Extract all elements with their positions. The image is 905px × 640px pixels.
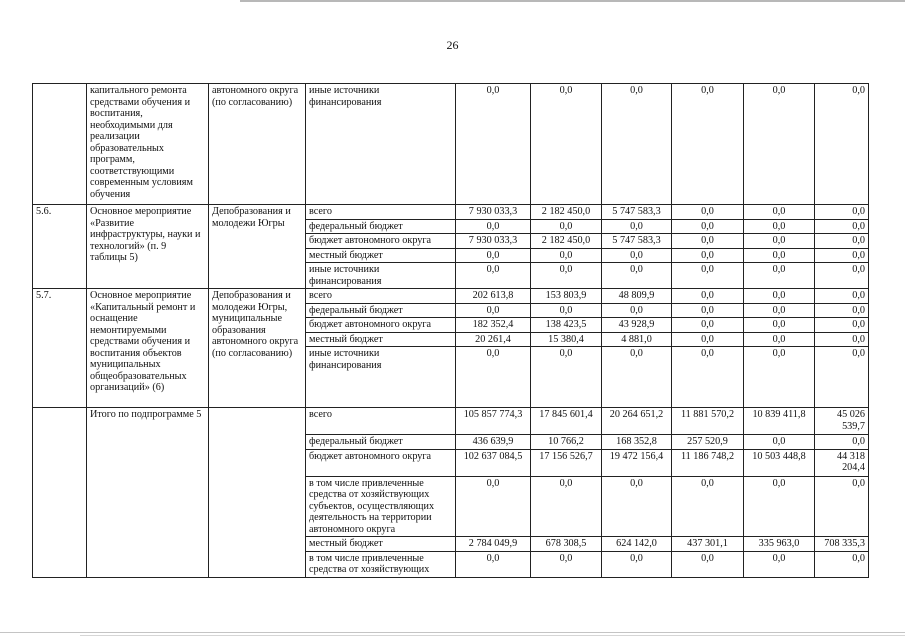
value-cell: 44 318 204,4 (815, 449, 869, 476)
value-cell: 10 766,2 (531, 435, 602, 450)
value-cell: 0,0 (602, 263, 672, 289)
table-row (33, 408, 869, 435)
value-cell: 0,0 (456, 263, 531, 289)
value-cell: 0,0 (531, 84, 602, 205)
value-cell: 0,0 (744, 303, 815, 318)
funding-source-cell: в том числе привлеченные средства от хозяйствующих субъектов, осуществляющих деятельность на территории автономного округа (306, 476, 456, 537)
scan-edge-top (240, 0, 905, 2)
value-cell: 257 520,9 (672, 435, 744, 450)
value-cell: 0,0 (744, 205, 815, 220)
value-cell: 0,0 (672, 84, 744, 205)
value-cell: 0,0 (744, 234, 815, 249)
value-cell: 2 182 450,0 (531, 205, 602, 220)
value-cell: 2 182 450,0 (531, 234, 602, 249)
value-cell: 0,0 (672, 551, 744, 577)
value-cell: 335 963,0 (744, 537, 815, 552)
value-cell: 0,0 (672, 234, 744, 249)
value-cell: 0,0 (744, 551, 815, 577)
value-cell: 0,0 (815, 435, 869, 450)
event-cell: Основное мероприятие «Капитальный ремонт и оснащение немонтируемыми средствами обучения и воспитания объектов муниципальных общеобразовательных организаций» (6) (87, 289, 209, 408)
value-cell: 5 747 583,3 (602, 234, 672, 249)
value-cell: 0,0 (815, 84, 869, 205)
value-cell: 0,0 (531, 303, 602, 318)
value-cell: 5 747 583,3 (602, 205, 672, 220)
value-cell: 0,0 (815, 551, 869, 577)
value-cell: 0,0 (815, 318, 869, 333)
value-cell: 20 261,4 (456, 332, 531, 347)
value-cell: 17 156 526,7 (531, 449, 602, 476)
value-cell: 0,0 (672, 318, 744, 333)
value-cell: 102 637 084,5 (456, 449, 531, 476)
value-cell: 0,0 (815, 248, 869, 263)
executor-cell: Депобразования и молодежи Югры (209, 205, 306, 289)
value-cell: 0,0 (744, 263, 815, 289)
event-cell: капитального ремонта средствами обучения и воспитания, необходимыми для реализации образовательных программ, соответствующими современным условиям обучения (87, 84, 209, 205)
funding-source-cell: местный бюджет (306, 537, 456, 552)
table-row (33, 84, 869, 205)
value-cell: 0,0 (672, 263, 744, 289)
scan-edge-bottom-2 (80, 635, 905, 636)
value-cell: 0,0 (531, 347, 602, 408)
value-cell: 0,0 (744, 318, 815, 333)
value-cell: 15 380,4 (531, 332, 602, 347)
value-cell: 19 472 156,4 (602, 449, 672, 476)
value-cell: 2 784 049,9 (456, 537, 531, 552)
funding-source-cell: всего (306, 289, 456, 304)
value-cell: 48 809,9 (602, 289, 672, 304)
value-cell: 10 503 448,8 (744, 449, 815, 476)
value-cell: 11 186 748,2 (672, 449, 744, 476)
funding-source-cell: бюджет автономного округа (306, 449, 456, 476)
value-cell: 0,0 (456, 248, 531, 263)
value-cell: 0,0 (744, 347, 815, 408)
value-cell: 0,0 (672, 219, 744, 234)
value-cell: 0,0 (744, 84, 815, 205)
event-cell: Основное мероприятие «Развитие инфраструктуры, науки и технологий» (п. 9 таблицы 5) (87, 205, 209, 289)
value-cell: 138 423,5 (531, 318, 602, 333)
value-cell: 4 881,0 (602, 332, 672, 347)
funding-source-cell: федеральный бюджет (306, 435, 456, 450)
value-cell: 0,0 (744, 435, 815, 450)
funding-source-cell: всего (306, 408, 456, 435)
value-cell: 0,0 (531, 551, 602, 577)
value-cell: 0,0 (602, 248, 672, 263)
value-cell: 0,0 (602, 303, 672, 318)
row-number-cell: 5.7. (33, 289, 87, 408)
value-cell: 105 857 774,3 (456, 408, 531, 435)
value-cell: 0,0 (672, 248, 744, 263)
funding-source-cell: бюджет автономного округа (306, 318, 456, 333)
value-cell: 0,0 (531, 476, 602, 537)
value-cell: 0,0 (456, 303, 531, 318)
row-number-cell: 5.6. (33, 205, 87, 289)
value-cell: 0,0 (744, 289, 815, 304)
value-cell: 11 881 570,2 (672, 408, 744, 435)
page-number: 26 (446, 38, 459, 52)
value-cell: 0,0 (815, 234, 869, 249)
table-row (33, 205, 869, 220)
value-cell: 17 845 601,4 (531, 408, 602, 435)
value-cell: 708 335,3 (815, 537, 869, 552)
funding-source-cell: иные источники финансирования (306, 84, 456, 205)
value-cell: 678 308,5 (531, 537, 602, 552)
value-cell: 624 142,0 (602, 537, 672, 552)
value-cell: 0,0 (456, 84, 531, 205)
value-cell: 0,0 (602, 84, 672, 205)
budget-table (32, 83, 869, 578)
value-cell: 0,0 (672, 289, 744, 304)
row-number-cell (33, 408, 87, 578)
value-cell: 0,0 (744, 248, 815, 263)
value-cell: 0,0 (672, 303, 744, 318)
funding-source-cell: федеральный бюджет (306, 219, 456, 234)
funding-source-cell: федеральный бюджет (306, 303, 456, 318)
value-cell: 10 839 411,8 (744, 408, 815, 435)
funding-source-cell: иные источники финансирования (306, 263, 456, 289)
value-cell: 168 352,8 (602, 435, 672, 450)
value-cell: 153 803,9 (531, 289, 602, 304)
value-cell: 0,0 (531, 263, 602, 289)
funding-source-cell: бюджет автономного округа (306, 234, 456, 249)
value-cell: 436 639,9 (456, 435, 531, 450)
value-cell: 0,0 (815, 476, 869, 537)
value-cell: 43 928,9 (602, 318, 672, 333)
value-cell: 182 352,4 (456, 318, 531, 333)
value-cell: 0,0 (815, 205, 869, 220)
funding-source-cell: иные источники финансирования (306, 347, 456, 408)
executor-cell: Депобразования и молодежи Югры, муниципальные образования автономного округа (по согласованию) (209, 289, 306, 408)
value-cell: 20 264 651,2 (602, 408, 672, 435)
event-cell: Итого по подпрограмме 5 (87, 408, 209, 578)
executor-cell (209, 408, 306, 578)
value-cell: 0,0 (815, 289, 869, 304)
value-cell: 0,0 (815, 263, 869, 289)
value-cell: 0,0 (744, 219, 815, 234)
value-cell: 0,0 (672, 476, 744, 537)
value-cell: 437 301,1 (672, 537, 744, 552)
value-cell: 0,0 (602, 219, 672, 234)
row-number-cell (33, 84, 87, 205)
value-cell: 0,0 (815, 347, 869, 408)
scan-edge-bottom (0, 632, 905, 633)
table-row (33, 289, 869, 304)
value-cell: 0,0 (744, 476, 815, 537)
value-cell: 7 930 033,3 (456, 234, 531, 249)
value-cell: 0,0 (672, 332, 744, 347)
value-cell: 45 026 539,7 (815, 408, 869, 435)
value-cell: 0,0 (456, 347, 531, 408)
funding-source-cell: местный бюджет (306, 248, 456, 263)
value-cell: 0,0 (672, 205, 744, 220)
value-cell: 202 613,8 (456, 289, 531, 304)
value-cell: 0,0 (672, 347, 744, 408)
value-cell: 0,0 (602, 476, 672, 537)
value-cell: 0,0 (456, 219, 531, 234)
value-cell: 0,0 (815, 303, 869, 318)
value-cell: 0,0 (456, 476, 531, 537)
value-cell: 0,0 (531, 219, 602, 234)
value-cell: 0,0 (815, 219, 869, 234)
value-cell: 0,0 (456, 551, 531, 577)
value-cell: 7 930 033,3 (456, 205, 531, 220)
value-cell: 0,0 (744, 332, 815, 347)
value-cell: 0,0 (602, 347, 672, 408)
value-cell: 0,0 (602, 551, 672, 577)
value-cell: 0,0 (815, 332, 869, 347)
funding-source-cell: в том числе привлеченные средства от хозяйствующих (306, 551, 456, 577)
funding-source-cell: всего (306, 205, 456, 220)
funding-source-cell: местный бюджет (306, 332, 456, 347)
value-cell: 0,0 (531, 248, 602, 263)
executor-cell: автономного округа (по согласованию) (209, 84, 306, 205)
